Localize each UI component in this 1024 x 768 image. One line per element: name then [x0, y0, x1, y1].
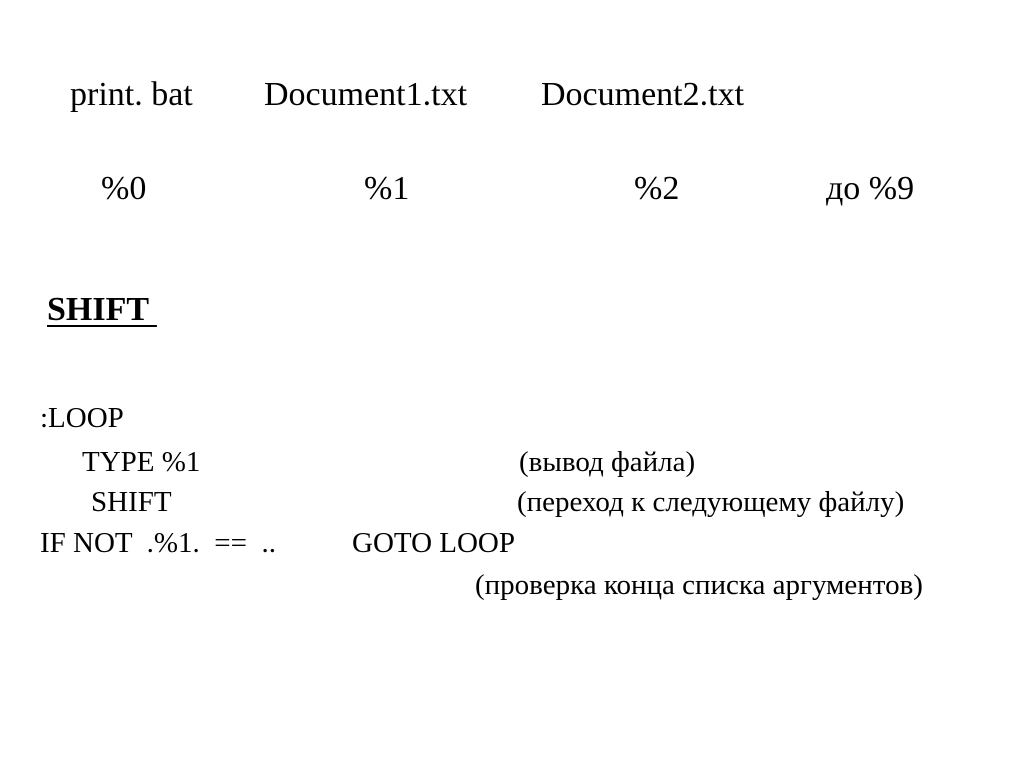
command-arg-2: Document2.txt — [541, 76, 745, 113]
code-line-goto: GOTO LOOP — [352, 527, 515, 559]
code-label-loop: :LOOP — [40, 402, 124, 434]
param-0: %0 — [101, 170, 147, 207]
command-script-name: print. bat — [70, 76, 193, 113]
shift-heading: SHIFT — [47, 291, 157, 328]
param-range-end: до %9 — [826, 170, 915, 207]
code-comment-shift: (переход к следующему файлу) — [517, 486, 905, 518]
code-line-type: TYPE %1 — [82, 446, 201, 478]
code-comment-if: (проверка конца списка аргументов) — [475, 569, 923, 601]
command-arg-1: Document1.txt — [264, 76, 468, 113]
code-comment-type: (вывод файла) — [519, 446, 696, 478]
code-line-shift: SHIFT — [91, 486, 172, 518]
param-2: %2 — [634, 170, 680, 207]
code-line-if: IF NOT .%1. == .. — [40, 527, 276, 559]
param-1: %1 — [364, 170, 410, 207]
